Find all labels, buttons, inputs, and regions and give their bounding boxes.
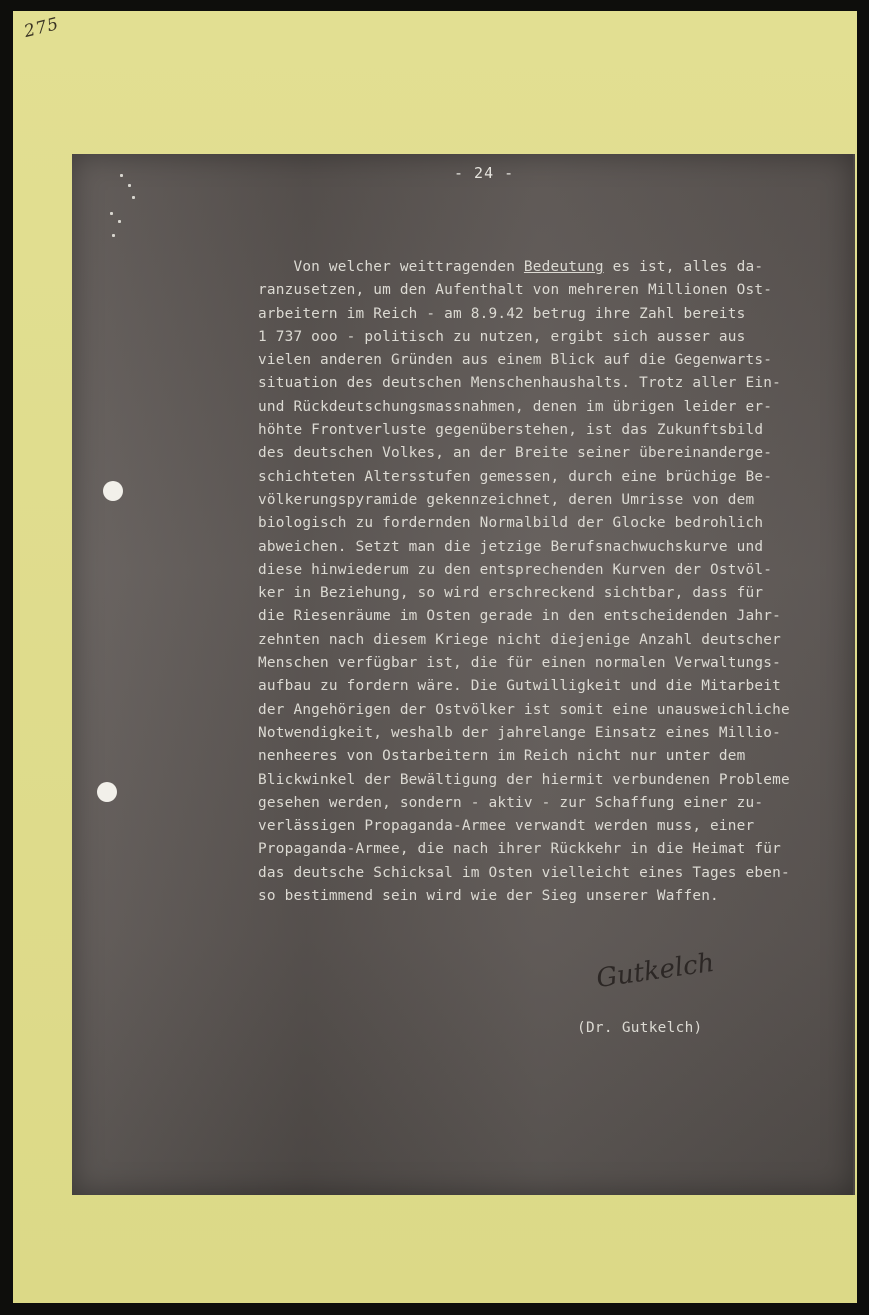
staple-mark bbox=[110, 212, 113, 215]
text-line: arbeitern im Reich - am 8.9.42 betrug ihre Zahl bereits bbox=[258, 305, 746, 322]
text-line: der Angehörigen der Ostvölker ist somit eine unausweichliche bbox=[258, 701, 790, 718]
text-line: und Rückdeutschungsmassnahmen, denen im übrigen leider er- bbox=[258, 398, 773, 415]
staple-mark bbox=[118, 220, 121, 223]
text-line: Blickwinkel der Bewältigung der hiermit verbundenen Probleme bbox=[258, 771, 790, 788]
staple-mark bbox=[132, 196, 135, 199]
text-line: ranzusetzen, um den Aufenthalt von mehreren Millionen Ost- bbox=[258, 282, 773, 299]
text-line bbox=[258, 256, 848, 279]
staple-mark bbox=[112, 234, 115, 237]
signatory-name: (Dr. Gutkelch) bbox=[577, 1020, 703, 1036]
text-line: völkerungspyramide gekennzeichnet, deren Umrisse von dem bbox=[258, 491, 755, 508]
text-line: des deutschen Volkes, an der Breite seiner übereinanderge- bbox=[258, 445, 773, 462]
text-line: nenheeres von Ostarbeitern im Reich nicht nur unter dem bbox=[258, 748, 746, 765]
text-line: die Riesenräume im Osten gerade in den entscheidenden Jahr- bbox=[258, 608, 781, 625]
text-line-end: es ist, alles da- bbox=[603, 259, 764, 275]
text-line: Menschen verfügbar ist, die für einen normalen Verwaltungs- bbox=[258, 655, 781, 672]
underlined-word: Bedeutung bbox=[523, 259, 604, 275]
text-line: Propaganda-Armee, die nach ihrer Rückkehr in die Heimat für bbox=[258, 841, 781, 858]
text-line: so bestimmend sein wird wie der Sieg unserer Waffen. bbox=[258, 888, 719, 905]
text-line: biologisch zu fordernden Normalbild der Glocke bedrohlich bbox=[258, 515, 764, 532]
punch-hole bbox=[103, 481, 123, 501]
text-line: aufbau zu fordern wäre. Die Gutwilligkeit und die Mitarbeit bbox=[258, 678, 781, 695]
text-line: das deutsche Schicksal im Osten vielleicht eines Tages eben- bbox=[258, 864, 790, 881]
text-line: gesehen werden, sondern - aktiv - zur Schaffung einer zu- bbox=[258, 794, 764, 811]
archive-page-number: 275 bbox=[22, 14, 62, 42]
typewritten-paragraph bbox=[258, 256, 848, 908]
text-line: zehnten nach diesem Kriege nicht diejenige Anzahl deutscher bbox=[258, 631, 781, 648]
text-line-start: Von welcher weittragenden bbox=[258, 259, 524, 275]
text-line: situation des deutschen Menschenhaushalts. Trotz aller Ein- bbox=[258, 375, 781, 392]
text-line: vielen anderen Gründen aus einem Blick auf die Gegenwarts- bbox=[258, 352, 773, 369]
staple-mark bbox=[120, 174, 123, 177]
text-line: abweichen. Setzt man die jetzige Berufsnachwuchskurve und bbox=[258, 538, 764, 555]
text-line: schichteten Altersstufen gemessen, durch eine brüchige Be- bbox=[258, 468, 773, 485]
handwritten-signature: Gutkelch bbox=[594, 947, 717, 995]
text-line: höhte Frontverluste gegenüberstehen, ist das Zukunftsbild bbox=[258, 422, 764, 439]
text-line: 1 737 ooo - politisch zu nutzen, ergibt sich ausser aus bbox=[258, 328, 746, 345]
text-line: verlässigen Propaganda-Armee verwandt werden muss, einer bbox=[258, 818, 755, 835]
page-number: - 24 - bbox=[454, 164, 515, 182]
punch-hole bbox=[97, 782, 117, 802]
staple-mark bbox=[128, 184, 131, 187]
text-line: ker in Beziehung, so wird erschreckend sichtbar, dass für bbox=[258, 585, 764, 602]
text-line: Notwendigkeit, weshalb der jahrelange Einsatz eines Millio- bbox=[258, 724, 781, 741]
text-line: diese hinwiederum zu den entsprechenden Kurven der Ostvöl- bbox=[258, 561, 773, 578]
